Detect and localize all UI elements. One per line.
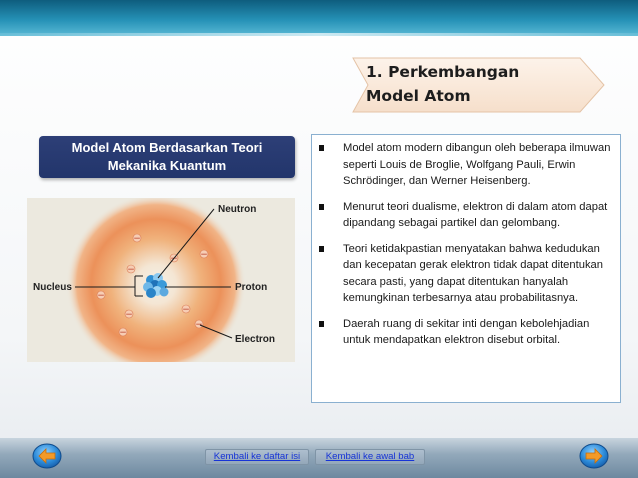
- square-bullet-icon: [319, 246, 324, 252]
- back-to-toc-link[interactable]: Kembali ke daftar isi: [205, 449, 309, 465]
- svg-text:−: −: [195, 320, 203, 330]
- bullet-text: Daerah ruang di sekitar inti dengan kebolehjadian untuk mendapatkan elektron disebut orbital.: [343, 317, 590, 346]
- svg-text:−: −: [125, 310, 133, 320]
- back-to-chapter-start-link[interactable]: Kembali ke awal bab: [315, 449, 425, 465]
- neutron-label: Neutron: [218, 204, 257, 215]
- nucleus-label: Nucleus: [33, 282, 72, 293]
- square-bullet-icon: [319, 204, 324, 210]
- bullet-item: [312, 241, 620, 307]
- section-heading: [39, 136, 295, 178]
- atom-model-diagram: [27, 198, 295, 362]
- section-heading-line-1: Model Atom Berdasarkan Teori: [71, 140, 263, 155]
- square-bullet-icon: [319, 145, 324, 151]
- svg-text:−: −: [127, 265, 135, 275]
- bullet-item: [312, 199, 620, 232]
- bullet-content-box: [311, 134, 621, 403]
- bullet-text: Menurut teori dualisme, elektron di dalam atom dapat dipandang sebagai partikel dan gelombang.: [343, 200, 608, 229]
- back-arrow-icon: [32, 443, 62, 469]
- slide-title-line-2: Model Atom: [366, 87, 471, 105]
- svg-text:−: −: [182, 305, 190, 315]
- top-header-bar: [0, 0, 638, 36]
- bullet-text: Model atom modern dibangun oleh beberapa ilmuwan seperti Louis de Broglie, Wolfgang Pauli, Erwin Schrödinger, dan Werner Heisenberg.: [343, 142, 611, 187]
- bullet-item: [312, 316, 620, 349]
- bullet-text: Teori ketidakpastian menyatakan bahwa kedudukan dan kecepatan gerak elektron tidak dapat ditentukan secara pasti, yang dapat ditentukan hanyalah kemungkinan terbesarnya atau probabilitasnya.: [343, 242, 603, 304]
- electron-label: Electron: [235, 334, 276, 345]
- square-bullet-icon: [319, 321, 324, 327]
- svg-text:−: −: [119, 328, 127, 338]
- bullet-item: [312, 140, 620, 190]
- proton-label: Proton: [235, 282, 268, 293]
- forward-arrow-icon: [579, 443, 609, 469]
- section-heading-line-2: Mekanika Kuantum: [107, 158, 227, 173]
- next-button[interactable]: [579, 443, 609, 469]
- svg-text:−: −: [170, 254, 178, 264]
- svg-text:−: −: [133, 234, 141, 244]
- slide-title-banner: [352, 57, 606, 113]
- back-button[interactable]: [32, 443, 62, 469]
- svg-text:−: −: [97, 291, 105, 301]
- slide-title-line-1: 1. Perkembangan: [366, 63, 520, 81]
- bullet-list: [312, 140, 620, 358]
- svg-text:−: −: [200, 250, 208, 260]
- slide-title: [366, 60, 576, 108]
